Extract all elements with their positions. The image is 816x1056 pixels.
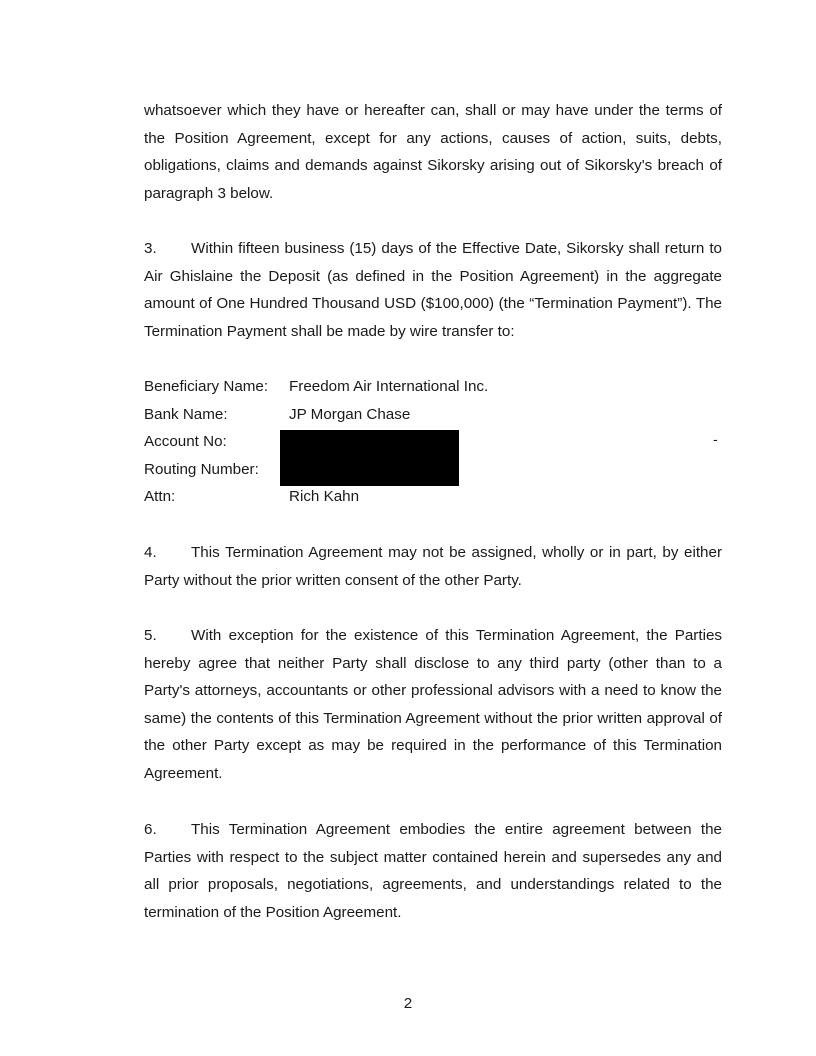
paragraph-6: [144, 816, 722, 926]
attn-value: Rich Kahn: [289, 488, 360, 506]
attn-row: [144, 483, 724, 511]
bank-value: JP Morgan Chase: [289, 405, 411, 423]
margin-mark: -: [713, 431, 718, 447]
paragraph-5: [144, 622, 722, 788]
attn-label: Attn:: [144, 488, 176, 506]
paragraph-number: 6.: [144, 821, 157, 838]
paragraph-text: This Termination Agreement may not be assigned, wholly or in part, by either Party without the prior written consent of the other Party.: [144, 544, 722, 589]
paragraph-number: 5.: [144, 627, 157, 644]
bank-label: Bank Name:: [144, 405, 228, 423]
paragraph-text: This Termination Agreement embodies the entire agreement between the Parties with respect to the subject matter contained herein and supersedes any and all prior proposals, negotiations, agreements, and understandings related to the termination of the Position Agreement.: [144, 821, 722, 921]
paragraph-number: 4.: [144, 544, 157, 561]
paragraph-text: Within fifteen business (15) days of the Effective Date, Sikorsky shall return to Air Ghislaine the Deposit (as defined in the Position Agreement) in the aggregate amount of One Hundred Thousand USD ($100,000) (the “Termination Payment”). The Termination Payment shall be made by wire transfer to:: [144, 240, 722, 340]
paragraph-3: [144, 235, 722, 345]
paragraph-continued: whatsoever which they have or hereafter can, shall or may have under the terms of the Position Agreement, except for any actions, causes of action, suits, debts, obligations, claims and demands against Sikorsky arising out of Sikorsky's breach of paragraph 3 below.: [144, 102, 722, 202]
paragraph-text: With exception for the existence of this Termination Agreement, the Parties hereby agree that neither Party shall disclose to any third party (other than to a Party's attorneys, accountants or other professional advisors with a need to know the same) the contents of this Termination Agreement without the prior written approval of the other Party except as may be required in the performance of this Termination Agreement.: [144, 627, 722, 782]
beneficiary-value: Freedom Air International Inc.: [289, 378, 489, 395]
bank-row: [144, 401, 724, 429]
page-number: 2: [403, 995, 413, 1012]
account-label: Account No:: [144, 433, 227, 451]
routing-label: Routing Number:: [144, 460, 259, 478]
paragraph-4: [144, 539, 722, 594]
redaction-box: [280, 430, 459, 486]
beneficiary-label: Beneficiary Name:: [144, 378, 269, 395]
paragraph-number: 3.: [144, 240, 157, 257]
beneficiary-row: [144, 373, 724, 401]
